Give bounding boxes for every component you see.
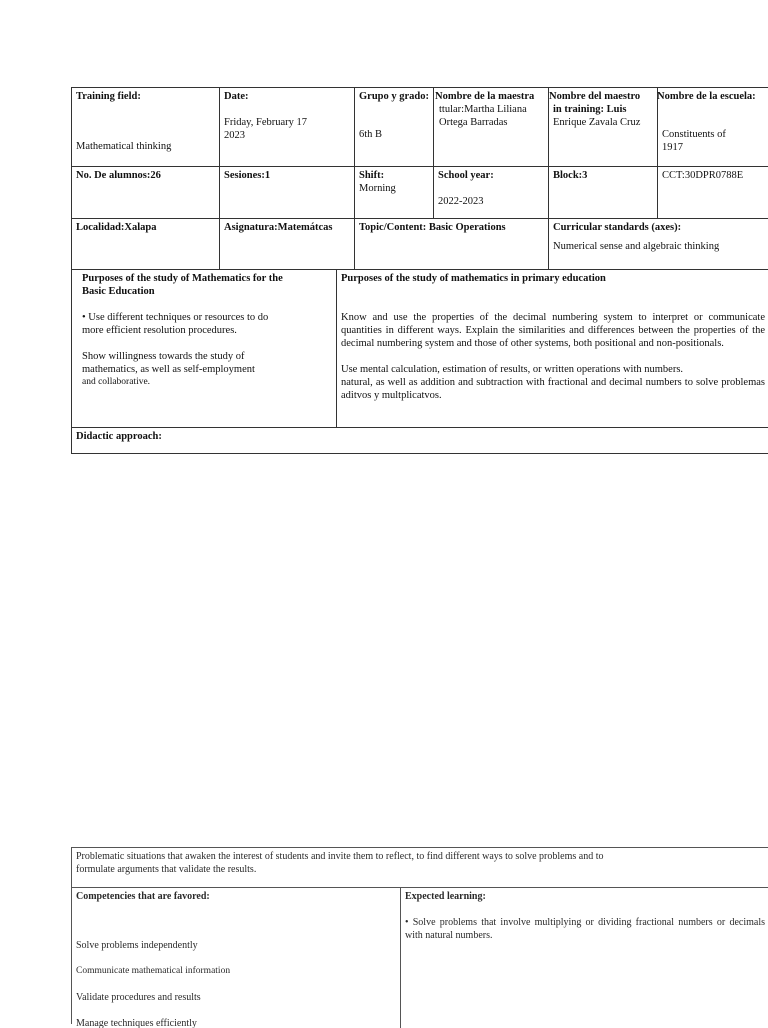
school-year-cell bbox=[434, 167, 549, 219]
asignatura-cell: Asignatura:Matemátcas bbox=[220, 219, 355, 270]
maestra-label: Nombre de la maestra bbox=[435, 91, 535, 102]
alumnos-cell: No. De alumnos:26 bbox=[72, 167, 220, 219]
school-year-value: 2022-2023 bbox=[438, 196, 484, 207]
maestra-line-2: Ortega Barradas bbox=[439, 117, 508, 128]
date-cell bbox=[220, 88, 355, 167]
competency-item: Solve problems independently bbox=[76, 940, 198, 951]
grupo-cell bbox=[355, 88, 434, 167]
basic-purposes-title-2: Basic Education bbox=[82, 286, 155, 297]
shift-cell bbox=[355, 167, 434, 219]
didactic-approach-cell: Didactic approach: bbox=[76, 431, 162, 442]
primary-purpose-1: Know and use the properties of the decimal numbering system to interpret or communicate quantities in different ways. Explain the similarities and differences between the properties of the decimal numbering system and those of other systems, both positional and non-positionals. bbox=[341, 312, 765, 349]
primary-purposes-cell bbox=[337, 270, 768, 428]
maestra-cell bbox=[434, 88, 549, 167]
maestro-line-3: Enrique Zavala Cruz bbox=[553, 117, 641, 128]
grupo-value: 6th B bbox=[359, 129, 383, 140]
competencies-label: Competencies that are favored: bbox=[76, 891, 210, 902]
curricular-cell bbox=[549, 219, 768, 270]
date-line-1: Friday, February 17 bbox=[224, 117, 308, 128]
maestra-line-1: ttular:Martha Liliana bbox=[439, 104, 527, 115]
date-label: Date: bbox=[224, 91, 249, 102]
primary-purposes-title: Purposes of the study of mathematics in primary education bbox=[341, 273, 606, 284]
topic-cell: Topic/Content: Basic Operations bbox=[355, 219, 549, 270]
escuela-line-2: 1917 bbox=[662, 142, 683, 153]
shift-label: Shift: bbox=[359, 170, 385, 181]
shift-value: Morning bbox=[359, 183, 396, 194]
expected-learning-text: • Solve problems that involve multiplying or dividing fractional numbers or decimals with natural numbers. bbox=[405, 917, 765, 941]
curricular-value: Numerical sense and algebraic thinking bbox=[553, 241, 720, 252]
escuela-label: Nombre de la escuela: bbox=[657, 91, 756, 102]
escuela-cell bbox=[658, 88, 768, 167]
basic-purpose-2-line-1: Show willingness towards the study of bbox=[82, 351, 245, 362]
training-field-value: Mathematical thinking bbox=[76, 141, 172, 152]
primary-purpose-2-line-1: Use mental calculation, estimation of results, or written operations with numbers. bbox=[341, 364, 684, 375]
basic-purpose-2-line-2: mathematics, as well as self-employment bbox=[82, 364, 255, 375]
problematic-situations-cell bbox=[72, 848, 768, 888]
block-cell: Block:3 bbox=[549, 167, 658, 219]
basic-purposes-title-1: Purposes of the study of Mathematics for the bbox=[82, 273, 283, 284]
cct-cell: CCT:30DPR0788E bbox=[658, 167, 768, 219]
primary-purpose-2-line-2: natural, as well as addition and subtraction with fractional and decimal numbers to solve problemas aditvos y multplicatvos. bbox=[341, 377, 765, 401]
grupo-label: Grupo y grado: bbox=[359, 91, 430, 102]
sesiones-cell: Sesiones:1 bbox=[220, 167, 355, 219]
competencies-cell bbox=[72, 888, 401, 1028]
competency-item: Validate procedures and results bbox=[76, 992, 201, 1003]
school-year-label: School year: bbox=[438, 170, 494, 181]
lesson-plan-header-table bbox=[71, 87, 768, 454]
basic-purpose-2-line-3: and collaborative. bbox=[82, 377, 151, 387]
date-line-2: 2023 bbox=[224, 130, 245, 141]
basic-purpose-1-line-2: more efficient resolution procedures. bbox=[82, 325, 237, 336]
maestro-line-2: in training: Luis bbox=[553, 104, 627, 115]
lesson-plan-competencies-table bbox=[71, 847, 768, 1028]
training-field-label: Training field: bbox=[76, 91, 141, 102]
localidad-cell: Localidad:Xalapa bbox=[72, 219, 220, 270]
expected-learning-cell bbox=[401, 888, 768, 1028]
problematic-line-2: formulate arguments that validate the results. bbox=[76, 864, 257, 875]
escuela-line-1: Constituents of bbox=[662, 129, 726, 140]
expected-learning-label: Expected learning: bbox=[405, 891, 486, 902]
problematic-line-1: Problematic situations that awaken the interest of students and invite them to reflect, to find different ways to solve problems and to bbox=[76, 851, 604, 862]
maestro-cell bbox=[549, 88, 658, 167]
basic-purpose-1-line-1: • Use different techniques or resources to do bbox=[82, 312, 269, 323]
competency-item: Manage techniques efficiently bbox=[76, 1018, 197, 1028]
curricular-label: Curricular standards (axes): bbox=[553, 222, 682, 233]
maestro-label: Nombre del maestro bbox=[549, 91, 641, 102]
competency-item: Communicate mathematical information bbox=[76, 966, 231, 976]
basic-purposes-cell bbox=[72, 270, 337, 428]
training-field-cell bbox=[72, 88, 220, 167]
